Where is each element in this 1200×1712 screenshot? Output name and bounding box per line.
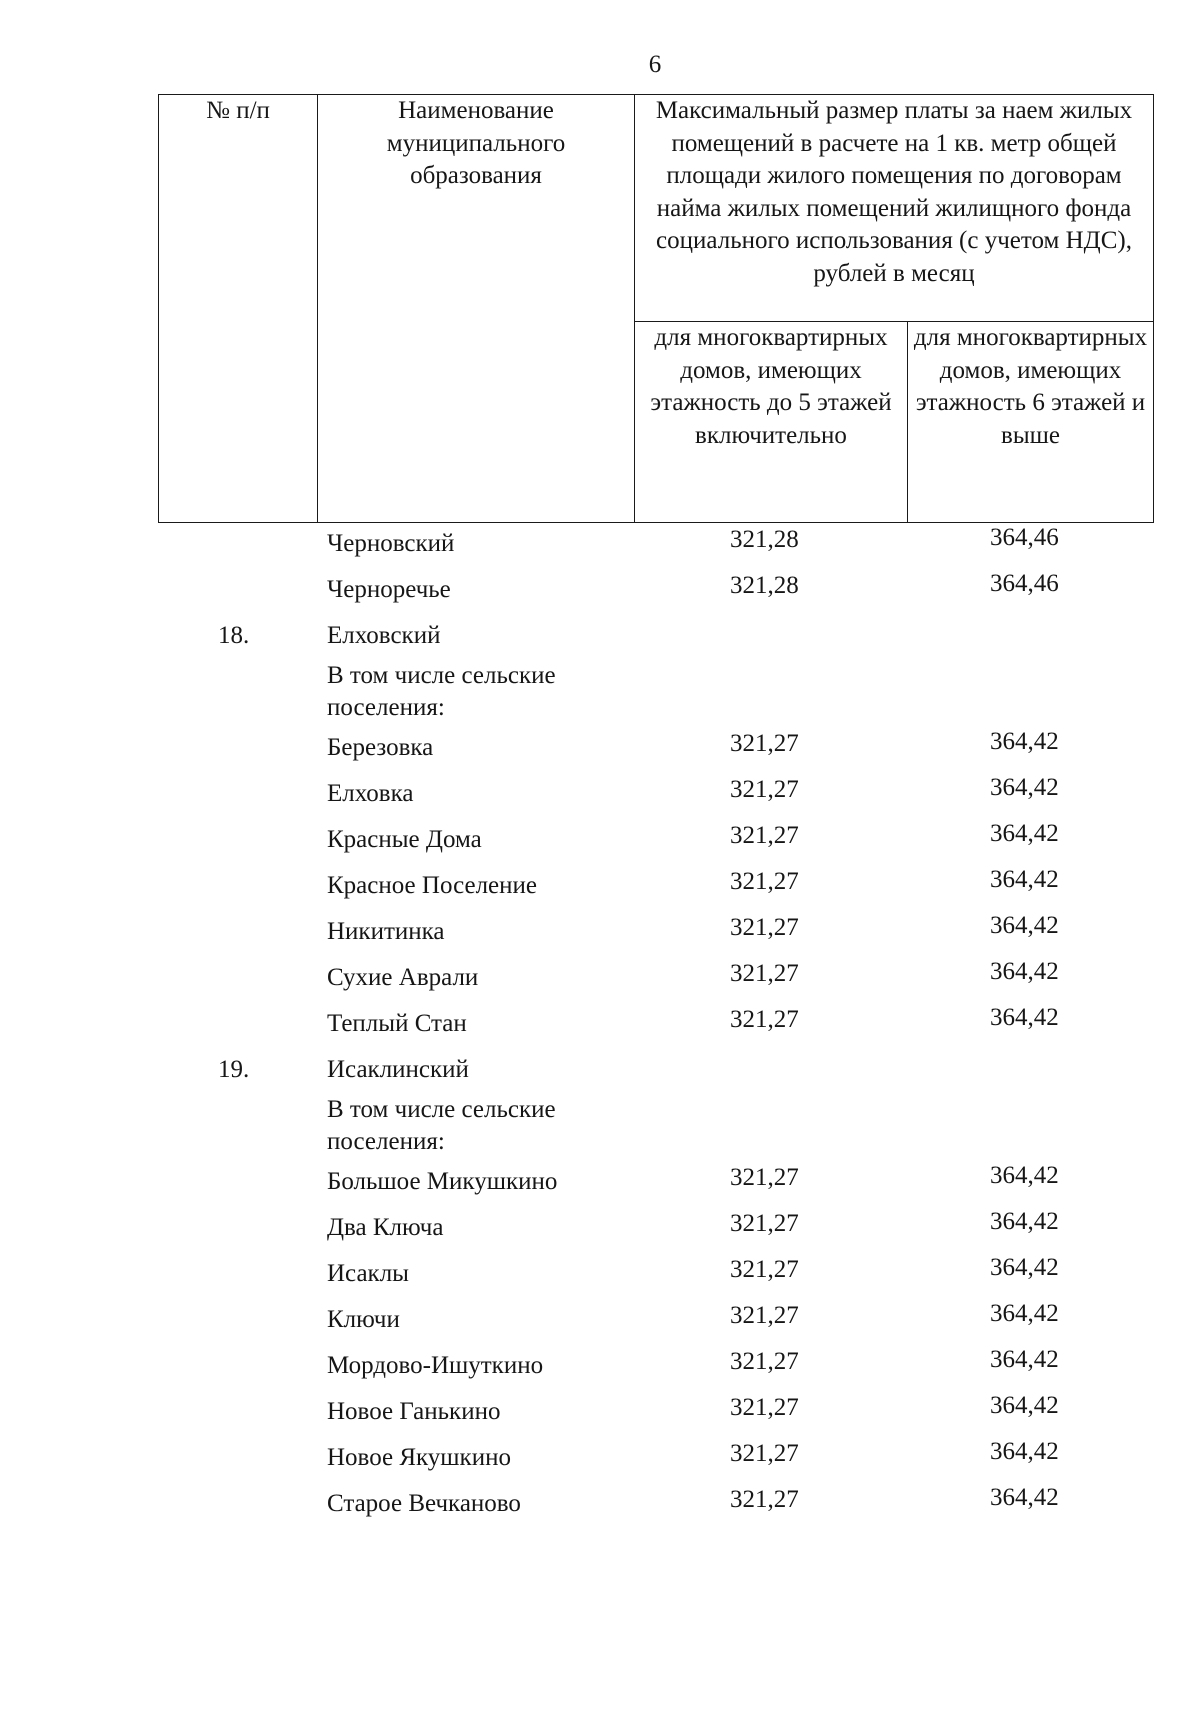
row-name: Никитинка [327, 918, 445, 945]
row-high-rise-value: 364,46 [990, 570, 1059, 597]
row-low-rise-value: 321,27 [730, 1164, 799, 1191]
table-row [0, 660, 1200, 732]
row-low-rise-value: 321,27 [730, 730, 799, 757]
row-name: Березовка [327, 734, 434, 761]
row-low-rise-value: 321,27 [730, 1006, 799, 1033]
table-row [0, 620, 1200, 660]
row-low-rise-value: 321,27 [730, 1394, 799, 1421]
row-high-rise-value: 364,42 [990, 820, 1059, 847]
row-name: Красные Дома [327, 826, 482, 853]
row-high-rise-value: 364,42 [990, 1254, 1059, 1281]
row-name: Мордово-Ишуткино [327, 1352, 544, 1379]
header-low-rise: для многоквартирных домов, имеющих этажность до 5 этажей включительно [635, 322, 908, 523]
row-high-rise-value: 364,42 [990, 958, 1059, 985]
table-row [0, 1484, 1200, 1534]
table-row [0, 1094, 1200, 1166]
header-municipality: Наименование муниципального образования [318, 95, 635, 523]
row-high-rise-value: 364,42 [990, 728, 1059, 755]
page-number: 6 [648, 51, 662, 78]
table-body [0, 524, 1200, 1534]
row-high-rise-value: 364,42 [990, 866, 1059, 893]
row-high-rise-value: 364,46 [990, 524, 1059, 551]
row-low-rise-value: 321,27 [730, 776, 799, 803]
row-high-rise-value: 364,42 [990, 1484, 1059, 1511]
row-low-rise-value: 321,27 [730, 1440, 799, 1467]
header-max-fee: Максимальный размер платы за наем жилых помещений в расчете на 1 кв. метр общей площади жилого помещения по договорам найма жилых помещений жилищного фонда социального использования (с учетом НДС), рублей в месяц [635, 95, 1154, 322]
row-low-rise-value: 321,27 [730, 1256, 799, 1283]
row-name: Новое Якушкино [327, 1444, 511, 1471]
row-name: Елховский [327, 622, 441, 649]
row-high-rise-value: 364,42 [990, 912, 1059, 939]
row-high-rise-value: 364,42 [990, 1438, 1059, 1465]
row-low-rise-value: 321,27 [730, 1348, 799, 1375]
row-name: Два Ключа [327, 1214, 444, 1241]
row-name: Ключи [327, 1306, 400, 1333]
row-name: Новое Ганькино [327, 1398, 501, 1425]
row-low-rise-value: 321,27 [730, 868, 799, 895]
row-name: В том числе сельские поселения: [327, 1096, 556, 1155]
table-row [0, 1054, 1200, 1094]
row-low-rise-value: 321,27 [730, 1210, 799, 1237]
table-header [158, 94, 1154, 523]
row-high-rise-value: 364,42 [990, 774, 1059, 801]
row-name: Исаклы [327, 1260, 409, 1287]
table-row [0, 570, 1200, 620]
row-high-rise-value: 364,42 [990, 1300, 1059, 1327]
row-low-rise-value: 321,28 [730, 526, 799, 553]
row-name: Сухие Аврали [327, 964, 479, 991]
row-high-rise-value: 364,42 [990, 1346, 1059, 1373]
row-name: Старое Вечканово [327, 1490, 521, 1517]
row-name: Черновский [327, 530, 455, 557]
row-high-rise-value: 364,42 [990, 1392, 1059, 1419]
row-low-rise-value: 321,27 [730, 1486, 799, 1513]
row-name: Черноречье [327, 576, 451, 603]
row-name: Елховка [327, 780, 414, 807]
header-high-rise: для многоквартирных домов, имеющих этажность 6 этажей и выше [908, 322, 1154, 523]
row-high-rise-value: 364,42 [990, 1208, 1059, 1235]
row-name: Большое Микушкино [327, 1168, 558, 1195]
row-low-rise-value: 321,27 [730, 914, 799, 941]
row-low-rise-value: 321,27 [730, 822, 799, 849]
table-row [0, 1004, 1200, 1054]
row-low-rise-value: 321,27 [730, 1302, 799, 1329]
row-high-rise-value: 364,42 [990, 1162, 1059, 1189]
row-high-rise-value: 364,42 [990, 1004, 1059, 1031]
row-name: В том числе сельские поселения: [327, 662, 556, 721]
row-name: Исаклинский [327, 1056, 469, 1083]
row-low-rise-value: 321,27 [730, 960, 799, 987]
row-number: 18. [218, 622, 250, 649]
row-number: 19. [218, 1056, 250, 1083]
row-name: Теплый Стан [327, 1010, 467, 1037]
row-name: Красное Поселение [327, 872, 537, 899]
row-low-rise-value: 321,28 [730, 572, 799, 599]
header-number: № п/п [159, 95, 318, 523]
